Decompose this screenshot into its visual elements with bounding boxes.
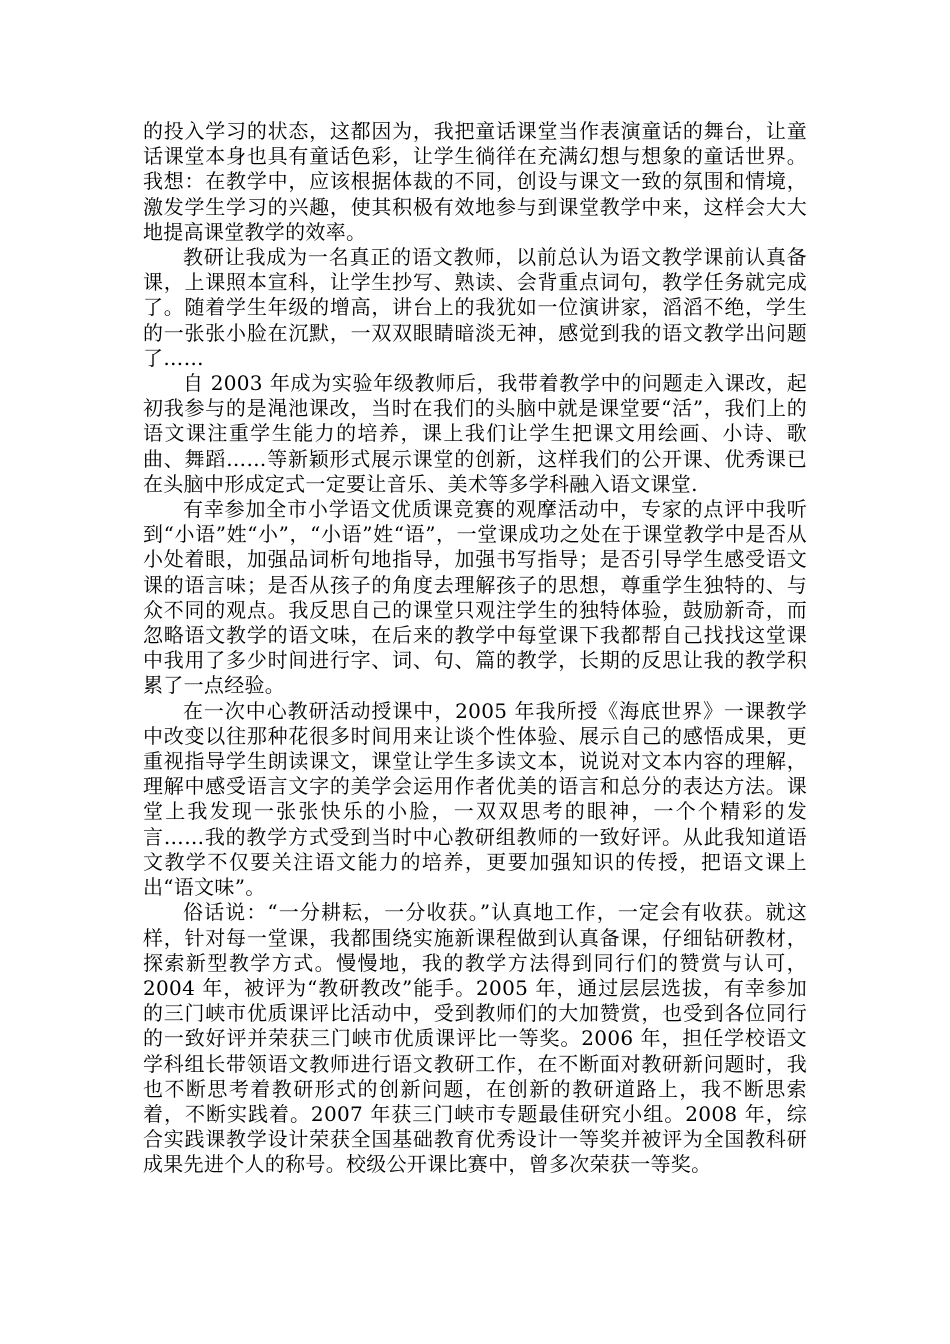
paragraph: 有幸参加全市小学语文优质课竞赛的观摩活动中，专家的点评中我听到“小语”姓“小”，“小语”姓“语”，一堂课成功之处在于课堂教学中是否从小处着眼，加强品词析句地指导，加强书写指导；是否引导学生感受语文课的语言味；是否从孩子的角度去理解孩子的思想，尊重学生独特的、与众不同的观点。我反思自己的课堂只观注学生的独特体验，鼓励新奇，而忽略语文教学的语文味，在后来的教学中每堂课下我都帮自己找找这堂课中我用了多少时间进行字、词、句、篇的教学，长期的反思让我的教学积累了一点经验。 xyxy=(143,497,807,698)
paragraph: 教研让我成为一名真正的语文教师，以前总认为语文教学课前认真备课，上课照本宣科，让学生抄写、熟读、会背重点词句，教学任务就完成了。随着学生年级的增高，讲台上的我犹如一位演讲家，滔滔不绝，学生的一张张小脸在沉默，一双双眼睛暗淡无神，感觉到我的语文教学出问题了…… xyxy=(143,245,807,370)
paragraph: 俗话说：“一分耕耘，一分收获。”认真地工作，一定会有收获。就这样，针对每一堂课，我都围绕实施新课程做到认真备课，仔细钻研教材，探索新型教学方式。慢慢地，我的教学方法得到同行们的赞赏与认可，2004 年，被评为“教研教改”能手。2005 年，通过层层选拔，有幸参加的三门峡市优质课评比活动中，受到教师们的大加赞赏，也受到各位同行的一致好评并荣获三门峡市优质课评比一等奖。2006 年，担任学校语文学科组长带领语文教师进行语文教研工作，在不断面对教研新问题时，我也不断思考着教研形式的创新问题，在创新的教研道路上，我不断思索着，不断实践着。2007 年获三门峡市专题最佳研究小组。2008 年，综合实践课教学设计荣获全国基础教育优秀设计一等奖并被评为全国教科研成果先进个人的称号。校级公开课比赛中，曾多次荣获一等奖。 xyxy=(143,900,807,1177)
paragraph: 自 2003 年成为实验年级教师后，我带着教学中的问题走入课改，起初我参与的是渑池课改，当时在我们的头脑中就是课堂要“活”，我们上的语文课注重学生能力的培养，课上我们让学生把课文用绘画、小诗、歌曲、舞蹈……等新颖形式展示课堂的创新，这样我们的公开课、优秀课已在头脑中形成定式一定要让音乐、美术等多学科融入语文课堂. xyxy=(143,371,807,496)
paragraph-continuation: 的投入学习的状态，这都因为，我把童话课堂当作表演童话的舞台，让童话课堂本身也具有童话色彩，让学生徜徉在充满幻想与想象的童话世界。我想：在教学中，应该根据体裁的不同，创设与课文一致的氛围和情境，激发学生学习的兴趣，使其积极有效地参与到课堂教学中来，这样会大大地提高课堂教学的效率。 xyxy=(143,119,807,244)
paragraph: 在一次中心教研活动授课中，2005 年我所授《海底世界》一课教学中改变以往那种花很多时间用来让谈个性体验、展示自己的感悟成果，更重视指导学生朗读课文，课堂让学生多读文本，说说对文本内容的理解，理解中感受语言文字的美学会运用作者优美的语言和总分的表达方法。课堂上我发现一张张快乐的小脸，一双双思考的眼神，一个个精彩的发言……我的教学方式受到当时中心教研组教师的一致好评。从此我知道语文教学不仅要关注语文能力的培养，更要加强知识的传授，把语文课上出“语文味”。 xyxy=(143,698,807,900)
document-body xyxy=(143,119,807,1178)
